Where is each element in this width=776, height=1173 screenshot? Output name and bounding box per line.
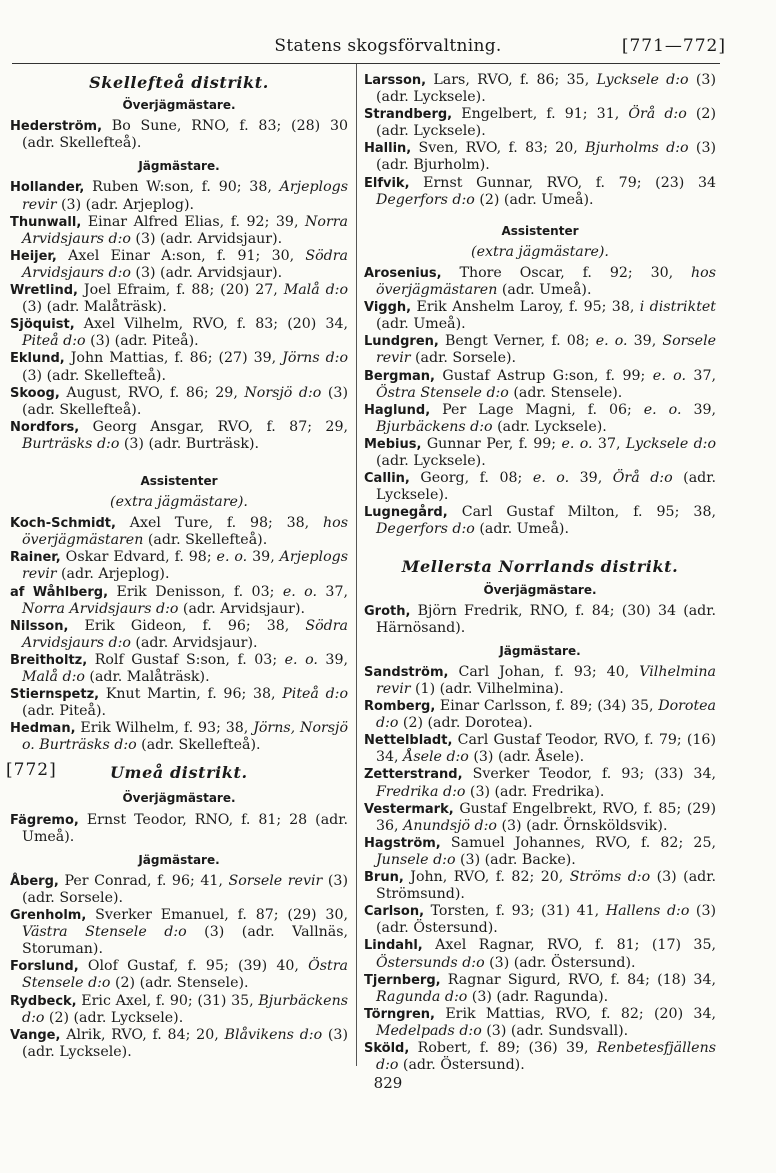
list-item: [364, 698, 716, 732]
list-item: [364, 140, 716, 174]
entry-text: 39,: [569, 470, 613, 487]
entry-italic: Piteå d:o: [22, 333, 86, 350]
person-name: Hollander,: [10, 180, 85, 196]
entry-italic: Östra Stensele d:o: [376, 384, 509, 401]
person-name: Lundgren,: [364, 334, 439, 350]
entry-text: (adr. Skellefteå).: [143, 532, 268, 549]
entry-text: (adr. Lycksele).: [376, 452, 486, 469]
list-item: [364, 504, 716, 538]
person-name: Skoog,: [10, 385, 60, 401]
list-item: [10, 907, 348, 958]
person-name: Vestermark,: [364, 801, 454, 817]
entry-italic: e. o.: [532, 470, 570, 487]
list-item: [10, 584, 348, 618]
entry-italic: Malå d:o: [283, 282, 348, 299]
entry-italic: Dorotea d:o: [376, 698, 716, 732]
entry-text: (3) (adr. Arvidsjaur).: [130, 230, 283, 247]
entry-text: (3) (adr. Sorsele).: [22, 872, 348, 906]
list-item: [364, 72, 716, 106]
entry-italic: Bjurholms d:o: [585, 140, 689, 157]
entry-text: (3) (adr. Arvidsjaur).: [130, 264, 283, 281]
list-item: [10, 720, 348, 754]
umea-jag-continued-list: [364, 72, 716, 209]
person-name: Rydbeck,: [10, 993, 77, 1009]
entry-italic: hos överjägmästaren: [22, 515, 348, 549]
entry-italic: Piteå d:o: [282, 686, 348, 703]
entry-text: (adr. Lycksele).: [376, 470, 716, 504]
list-item: [364, 299, 716, 333]
entry-text: 37,: [685, 367, 716, 384]
list-item: [364, 470, 716, 504]
entry-text: Engelbert, f. 91; 31,: [452, 106, 629, 123]
entry-text: (3) (adr. Ragunda).: [467, 988, 609, 1005]
entry-italic: Jörns d:o: [282, 350, 348, 367]
entry-italic: e. o.: [561, 435, 593, 452]
entry-text: Axel Einar A:son, f. 91; 30,: [56, 247, 306, 264]
list-item: [364, 664, 716, 698]
entry-italic: Sorsele revir: [376, 333, 717, 367]
entry-text: Sverker Emanuel, f. 87; (29) 30,: [86, 907, 348, 924]
entry-italic: e. o.: [643, 401, 682, 418]
person-name: Mebius,: [364, 436, 422, 452]
list-item: [364, 175, 716, 209]
entry-text: Erik Anshelm Laroy, f. 95; 38,: [411, 299, 640, 316]
person-name: Forslund,: [10, 959, 79, 975]
header-title: Statens skogsförvaltning.: [274, 36, 502, 56]
entry-text: (3) (adr. Piteå).: [85, 333, 199, 350]
person-name: Lindahl,: [364, 938, 423, 954]
entry-text: Carl Gustaf Milton, f. 95; 38,: [447, 504, 716, 521]
list-item: [10, 118, 348, 152]
entry-italic: Örå d:o: [612, 470, 673, 487]
person-name: Hagström,: [364, 835, 441, 851]
entry-text: (adr. Arjeplog).: [56, 566, 170, 583]
entry-text: Georg Ansgar, RVO, f. 87; 29,: [79, 418, 348, 435]
entry-text: Gustaf Engelbrekt, RVO, f. 85; (29) 36,: [376, 800, 716, 834]
entry-italic: Västra Stensele d:o: [22, 924, 187, 941]
entry-text: (adr. Umeå).: [474, 521, 569, 538]
list-item: [10, 419, 348, 453]
entry-text: (3) (adr. Lycksele).: [22, 1026, 348, 1060]
entry-italic: Anundsjö d:o: [403, 817, 497, 834]
umea-header: [6, 760, 348, 784]
entry-text: Robert, f. 89; (36) 39,: [409, 1039, 597, 1056]
entry-text: Alrik, RVO, f. 84; 20,: [60, 1026, 225, 1043]
list-item: [364, 265, 716, 299]
skelleftea-ass-list: [10, 515, 348, 754]
entry-text: Axel Ture, f. 98; 38,: [115, 515, 324, 532]
entry-text: John, RVO, f. 82; 20,: [403, 869, 570, 886]
person-name: Brun,: [364, 870, 404, 886]
entry-text: (2) (adr. Dorotea).: [398, 715, 533, 732]
entry-italic: Renbetesfjällens d:o: [376, 1039, 716, 1074]
list-item: [364, 937, 716, 971]
entry-text: Carl Johan, f. 93; 40,: [448, 663, 640, 680]
entry-text: (3) (adr. Sundsvall).: [481, 1022, 629, 1039]
entry-text: Per Conrad, f. 96; 41,: [58, 872, 229, 889]
section-title-skelleftea: Skellefteå distrikt.: [89, 73, 269, 92]
entry-text: Ernst Gunnar, RVO, f. 79; (23) 34: [409, 174, 716, 191]
person-name: Strandberg,: [364, 107, 453, 123]
entry-italic: Lycksele d:o: [625, 435, 716, 452]
entry-italic: Junsele d:o: [376, 851, 456, 868]
person-name: Zetterstrand,: [364, 767, 463, 783]
list-item: [10, 549, 348, 583]
list-item: [10, 385, 348, 419]
entry-text: (adr. Malåträsk).: [84, 669, 210, 685]
heading-assistenter: Assistenter: [140, 473, 218, 488]
entry-text: Axel Vilhelm, RVO, f. 83; (20) 34,: [74, 316, 348, 333]
entry-text: Carl Gustaf Teodor, RVO, f. 79; (16) 34,: [376, 732, 716, 766]
entry-text: (2) (adr. Stensele).: [110, 975, 249, 992]
entry-text: (3) (adr. Malåträsk).: [22, 299, 167, 316]
entry-text: (adr. Piteå).: [22, 703, 107, 720]
list-item: [364, 436, 716, 470]
entry-italic: i distriktet: [639, 299, 716, 316]
heading-jagmastare: Jägmästare.: [138, 159, 220, 174]
section-title-umea: Umeå distrikt.: [110, 763, 248, 783]
entry-text: (3) (adr. Skellefteå).: [22, 367, 166, 384]
person-name: Nilsson,: [10, 618, 69, 634]
entry-text: (2) (adr. Lycksele).: [376, 106, 716, 140]
entry-text: (adr. Arvidsjaur).: [178, 600, 305, 617]
person-name: Koch-Schmidt,: [10, 516, 116, 532]
entry-text: (adr. Stensele).: [508, 384, 623, 401]
person-name: Hallin,: [364, 141, 412, 157]
entry-italic: Lycksele d:o: [596, 72, 689, 88]
list-item: [10, 812, 348, 846]
running-header: [0, 36, 776, 64]
person-name: Groth,: [364, 603, 411, 619]
entry-text: (3) (adr. Vallnäs, Storuman).: [22, 924, 348, 958]
list-item: [364, 869, 716, 903]
entry-text: Joel Efraim, f. 88; (20) 27,: [77, 282, 284, 299]
entry-text: (2) (adr. Umeå).: [474, 191, 594, 208]
list-item: [364, 1006, 716, 1040]
list-item: [10, 350, 348, 384]
entry-italic: Jörns, Norsjö o. Burträsks d:o: [22, 720, 348, 754]
left-column: [6, 72, 348, 1061]
person-name: Rainer,: [10, 550, 61, 566]
entry-text: (3) (adr. Backe).: [455, 851, 576, 868]
skelleftea-overjag-list: [10, 118, 348, 152]
person-name: Thunwall,: [10, 214, 82, 230]
entry-text: Erik Mattias, RVO, f. 82; (20) 34,: [434, 1005, 716, 1022]
entry-text: (adr. Umeå).: [376, 316, 466, 333]
entry-text: (3) (adr. Skellefteå).: [22, 384, 348, 418]
person-name: Carlson,: [364, 904, 425, 920]
entry-italic: Södra Arvidsjaurs d:o: [22, 247, 348, 281]
header-rule: [12, 63, 720, 64]
list-item: [10, 282, 348, 316]
person-name: Sandström,: [364, 664, 449, 680]
entry-text: (3) (adr. Örnsköldsvik).: [496, 817, 668, 834]
right-column: [364, 72, 716, 1074]
entry-italic: Ströms d:o: [569, 869, 651, 886]
entry-text: Olof Gustaf, f. 95; (39) 40,: [78, 958, 309, 975]
list-item: [364, 903, 716, 937]
page-mark: [772]: [6, 760, 57, 781]
list-item: [10, 214, 348, 248]
entry-text: (3) (adr. Burträsk).: [119, 435, 260, 452]
subheading-extra: (extra jägmästare).: [110, 494, 248, 511]
entry-text: Bengt Verner, f. 08;: [438, 333, 596, 350]
entry-text: Thore Oscar, f. 92; 30,: [441, 264, 692, 281]
entry-italic: Norsjö d:o: [244, 384, 322, 401]
heading-overjagmastare: Överjägmästare.: [122, 98, 236, 113]
entry-italic: Norra Arvidsjaurs d:o: [22, 600, 179, 617]
list-item: [364, 835, 716, 869]
person-name: Breitholtz,: [10, 652, 88, 668]
entry-text: Georg, f. 08;: [409, 470, 533, 487]
entry-italic: Norra Arvidsjaurs d:o: [22, 213, 348, 247]
person-name: Haglund,: [364, 402, 431, 418]
list-item: [10, 316, 348, 350]
list-item: [10, 686, 348, 720]
entry-text: (adr. Sorsele).: [410, 350, 517, 367]
person-name: af Wåhlberg,: [10, 584, 109, 600]
entry-text: (3) (adr. Fredrika).: [465, 783, 605, 800]
entry-text: (3) (adr. Bjurholm).: [376, 140, 717, 174]
entry-italic: Hallens d:o: [605, 903, 690, 920]
entry-text: 37,: [316, 583, 348, 600]
entry-text: (adr. Lycksele).: [492, 418, 607, 435]
entry-text: Sven, RVO, f. 83; 20,: [411, 140, 586, 157]
person-name: Eklund,: [10, 351, 65, 367]
person-name: Elfvik,: [364, 175, 410, 191]
list-item: [364, 732, 716, 766]
person-name: Åberg,: [10, 873, 59, 889]
list-item: [10, 958, 348, 992]
entry-text: Rolf Gustaf S:son, f. 03;: [87, 651, 285, 668]
umea-ass-list: [364, 265, 716, 539]
list-item: [364, 801, 716, 835]
entry-text: Gunnar Per, f. 99;: [421, 435, 562, 452]
person-name: Viggh,: [364, 300, 412, 316]
entry-text: Torsten, f. 93; (31) 41,: [424, 903, 606, 920]
list-item: [364, 106, 716, 140]
list-item: [10, 179, 348, 213]
person-name: Nordfors,: [10, 419, 80, 435]
heading-assistenter: Assistenter: [501, 223, 579, 238]
entry-italic: Åsele d:o: [403, 749, 469, 766]
list-item: [364, 402, 716, 436]
entry-text: Einar Alfred Elias, f. 92; 39,: [81, 213, 306, 230]
list-item: [10, 248, 348, 282]
person-name: Sköld,: [364, 1040, 410, 1056]
entry-italic: Bjurbäckens d:o: [376, 418, 493, 435]
entry-italic: Östra Stensele d:o: [22, 958, 348, 992]
entry-text: (1) (adr. Vilhelmina).: [410, 681, 564, 697]
entry-text: 37,: [592, 435, 626, 452]
entry-text: Gustaf Astrup G:son, f. 99;: [434, 367, 653, 384]
list-item: [10, 652, 348, 686]
entry-text: (3) (adr. Lycksele).: [376, 72, 716, 106]
person-name: Tjernberg,: [364, 972, 441, 988]
entry-italic: Örå d:o: [628, 106, 687, 123]
entry-text: Axel Ragnar, RVO, f. 81; (17) 35,: [422, 937, 716, 954]
entry-text: 39,: [681, 401, 717, 418]
entry-italic: hos överjägmästaren: [376, 264, 716, 299]
entry-italic: Arjeplogs revir: [22, 179, 348, 213]
entry-text: Ernst Teodor, RNO, f. 81; 28 (adr. Umeå).: [22, 811, 348, 845]
entry-text: 39,: [247, 549, 280, 566]
person-name: Nettelbladt,: [364, 733, 453, 749]
list-item: [364, 972, 716, 1006]
person-name: Heijer,: [10, 248, 57, 264]
person-name: Sjöquist,: [10, 317, 75, 333]
page-number: 829: [373, 1074, 403, 1092]
person-name: Stiernspetz,: [10, 687, 100, 703]
entry-text: Bo Sune, RNO, f. 83; (28) 30 (adr. Skellefteå).: [22, 118, 348, 152]
entry-text: (adr. Skellefteå).: [136, 737, 261, 754]
umea-jag-list: [10, 873, 348, 1061]
heading-jagmastare: Jägmästare.: [499, 643, 581, 658]
heading-overjagmastare: Överjägmästare.: [483, 582, 597, 597]
entry-italic: Bjurbäckens d:o: [22, 992, 348, 1026]
entry-text: Knut Martin, f. 96; 38,: [99, 686, 283, 703]
entry-italic: e. o.: [284, 651, 318, 668]
entry-text: Per Lage Magni, f. 06;: [430, 401, 644, 418]
entry-italic: Arjeplogs revir: [22, 549, 348, 583]
entry-text: Ruben W:son, f. 90; 38,: [84, 179, 280, 196]
entry-text: Ragnar Sigurd, RVO, f. 84; (18) 34,: [440, 971, 716, 988]
list-item: [10, 1027, 348, 1061]
entry-text: (adr. Arvidsjaur).: [130, 634, 258, 651]
person-name: Arosenius,: [364, 265, 442, 281]
entry-text: Samuel Johannes, RVO, f. 82; 25,: [440, 834, 716, 851]
entry-text: (adr. Östersund).: [398, 1057, 525, 1074]
entry-italic: Fredrika d:o: [376, 783, 466, 800]
list-item: [10, 993, 348, 1027]
header-page-range: [771—772]: [621, 36, 726, 56]
person-name: Bergman,: [364, 368, 435, 384]
entry-text: August, RVO, f. 86; 29,: [59, 384, 245, 401]
person-name: Hederström,: [10, 119, 103, 135]
mellersta-jag-list: [364, 664, 716, 1074]
entry-text: (2) (adr. Lycksele).: [44, 1009, 184, 1026]
entry-italic: Degerfors d:o: [376, 521, 475, 538]
person-name: Hedman,: [10, 721, 76, 737]
list-item: [364, 766, 716, 800]
entry-text: 39,: [627, 333, 663, 350]
person-name: Vange,: [10, 1027, 61, 1043]
entry-italic: Burträsks d:o: [22, 435, 120, 452]
entry-text: Erik Wilhelm, f. 93; 38,: [75, 720, 254, 737]
list-item: [364, 1040, 716, 1074]
person-name: Wretlind,: [10, 283, 78, 299]
entry-italic: Vilhelmina revir: [376, 663, 716, 697]
entry-text: Björn Fredrik, RNO, f. 84; (30) 34 (adr. Härnösand).: [376, 602, 716, 636]
entry-text: (3) (adr. Östersund).: [484, 954, 636, 971]
subheading-extra: (extra jägmästare).: [471, 243, 609, 260]
heading-overjagmastare: Överjägmästare.: [122, 791, 236, 806]
entry-italic: e. o.: [652, 367, 686, 384]
entry-italic: e. o.: [216, 549, 248, 566]
entry-text: (3) (adr. Arjeplog).: [56, 196, 195, 213]
entry-text: Erik Gideon, f. 96; 38,: [68, 617, 306, 634]
entry-text: (adr. Umeå).: [497, 282, 592, 299]
list-item: [10, 618, 348, 652]
person-name: Larsson,: [364, 73, 427, 88]
person-name: Callin,: [364, 471, 410, 487]
entry-text: (3) (adr. Strömsund).: [376, 869, 716, 903]
list-item: [364, 333, 716, 367]
entry-text: John Mattias, f. 86; (27) 39,: [64, 350, 283, 367]
skelleftea-jag-list: [10, 179, 348, 453]
entry-text: (3) (adr. Östersund).: [376, 903, 717, 937]
list-item: [364, 603, 716, 637]
entry-text: Oskar Edvard, f. 98;: [60, 549, 217, 566]
heading-jagmastare: Jägmästare.: [138, 852, 220, 867]
person-name: Fägremo,: [10, 812, 79, 828]
entry-text: Erik Denisson, f. 03;: [108, 583, 283, 600]
entry-text: 39,: [317, 651, 348, 668]
entry-italic: Medelpads d:o: [376, 1022, 482, 1039]
entry-italic: Östersunds d:o: [376, 954, 485, 971]
person-name: Törngren,: [364, 1006, 435, 1022]
entry-italic: Sorsele revir: [228, 872, 323, 889]
entry-italic: Malå d:o: [22, 669, 85, 685]
entry-text: Eric Axel, f. 90; (31) 35,: [76, 992, 259, 1009]
list-item: [10, 873, 348, 907]
entry-text: Einar Carlsson, f. 89; (34) 35,: [435, 698, 659, 715]
mellersta-overjag-list: [364, 603, 716, 637]
umea-overjag-list: [10, 812, 348, 846]
entry-text: Sverker Teodor, f. 93; (33) 34,: [462, 766, 716, 783]
section-title-mellersta: Mellersta Norrlands distrikt.: [401, 557, 679, 577]
entry-italic: e. o.: [282, 583, 317, 600]
list-item: [10, 515, 348, 549]
entry-italic: e. o.: [595, 333, 628, 350]
entry-italic: Blåvikens d:o: [224, 1026, 323, 1043]
entry-italic: Ragunda d:o: [376, 988, 468, 1005]
column-divider: [356, 64, 357, 1066]
list-item: [364, 368, 716, 402]
person-name: Grenholm,: [10, 908, 87, 924]
entry-italic: Degerfors d:o: [376, 191, 475, 208]
entry-italic: Södra Arvidsjaurs d:o: [22, 617, 348, 651]
entry-text: Lars, RVO, f. 86; 35,: [426, 72, 597, 88]
person-name: Romberg,: [364, 699, 436, 715]
person-name: Lugnegård,: [364, 505, 448, 521]
entry-text: (3) (adr. Åsele).: [468, 749, 585, 766]
